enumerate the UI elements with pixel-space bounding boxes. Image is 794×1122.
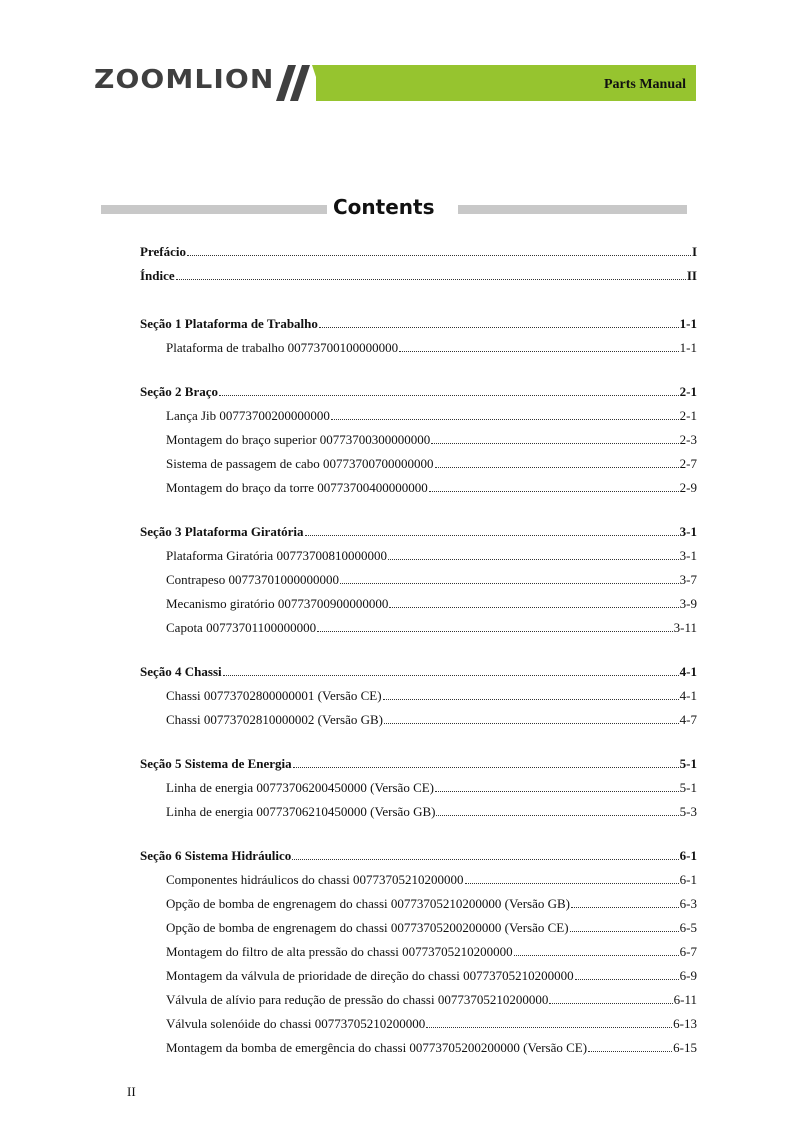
toc-entry-page: 2-9 (679, 480, 697, 495)
toc-leader-dots (429, 490, 679, 492)
toc-subentry[interactable] (166, 408, 697, 424)
toc-entry-title: Seção 2 Braço (140, 384, 218, 399)
toc-subentry[interactable] (166, 432, 697, 448)
toc-leader-dots (319, 326, 679, 328)
toc-leader-dots (435, 466, 679, 468)
brand-logo: ZOOMLION (94, 65, 275, 95)
toc-entry-title: Montagem do filtro de alta pressão do chassi 00773705210200000 (166, 944, 513, 959)
toc-subentry[interactable] (166, 992, 697, 1008)
toc-entry-page: 6-7 (679, 944, 697, 959)
toc-entry-page: 2-3 (679, 432, 697, 447)
toc-entry-title: Seção 4 Chassi (140, 664, 222, 679)
toc-section-entry[interactable] (140, 268, 697, 284)
toc-leader-dots (292, 858, 678, 860)
toc-subentry[interactable] (166, 688, 697, 704)
toc-subentry[interactable] (166, 480, 697, 496)
toc-entry-page: 6-1 (679, 872, 697, 887)
toc-entry-title: Montagem do braço da torre 00773700400000000 (166, 480, 428, 495)
toc-entry-page: 3-11 (673, 620, 697, 635)
toc-leader-dots (436, 814, 678, 816)
toc-entry-title: Montagem da bomba de emergência do chassi 00773705200200000 (Versão CE) (166, 1040, 588, 1055)
toc-entry-page: 5-1 (679, 756, 697, 771)
toc-subentry[interactable] (166, 780, 697, 796)
toc-entry-title: Capota 00773701100000000 (166, 620, 317, 635)
toc-entry-page: 3-7 (679, 572, 697, 587)
toc-leader-dots (399, 350, 679, 352)
toc-entry-title: Plataforma de trabalho 00773700100000000 (166, 340, 399, 355)
toc-entry-title: Linha de energia 00773706210450000 (Versão GB) (166, 804, 436, 819)
toc-subentry[interactable] (166, 804, 697, 820)
toc-leader-dots (571, 906, 679, 908)
toc-leader-dots (340, 582, 679, 584)
toc-entry-title: Opção de bomba de engrenagem do chassi 00773705210200000 (Versão GB) (166, 896, 570, 911)
toc-leader-dots (331, 418, 679, 420)
toc-entry-page: II (686, 268, 697, 283)
toc-section-entry[interactable] (140, 848, 697, 864)
toc-subentry[interactable] (166, 572, 697, 588)
toc-entry-page: 3-1 (679, 524, 697, 539)
toc-subentry[interactable] (166, 968, 697, 984)
toc-entry-page: 2-7 (679, 456, 697, 471)
toc-leader-dots (431, 442, 678, 444)
toc-entry-page: 1-1 (679, 316, 697, 331)
toc-leader-dots (384, 722, 679, 724)
toc-entry-title: Chassi 00773702800000001 (Versão CE) (166, 688, 382, 703)
toc-section-entry[interactable] (140, 384, 697, 400)
toc-entry-page: I (691, 244, 697, 259)
toc-entry-title: Seção 6 Sistema Hidráulico (140, 848, 292, 863)
toc-subentry[interactable] (166, 456, 697, 472)
toc-entry-page: 6-5 (679, 920, 697, 935)
toc-entry-title: Seção 5 Sistema de Energia (140, 756, 292, 771)
toc-entry-page: 2-1 (679, 408, 697, 423)
toc-entry-page: 4-7 (679, 712, 697, 727)
manual-title: Parts Manual (603, 77, 686, 92)
toc-entry-title: Sistema de passagem de cabo 00773700700000000 (166, 456, 434, 471)
toc-entry-title: Montagem da válvula de prioridade de direção do chassi 00773705210200000 (166, 968, 574, 983)
toc-subentry[interactable] (166, 920, 697, 936)
toc-entry-title: Prefácio (140, 244, 186, 259)
toc-section-entry[interactable] (140, 244, 697, 260)
toc-leader-dots (570, 930, 679, 932)
toc-entry-page: 6-1 (679, 848, 697, 863)
toc-section-entry[interactable] (140, 524, 697, 540)
page-number: II (127, 1084, 136, 1099)
toc-entry-title: Válvula de alívio para redução de pressão do chassi 00773705210200000 (166, 992, 549, 1007)
toc-entry-page: 4-1 (679, 688, 697, 703)
toc-leader-dots (514, 954, 679, 956)
toc-leader-dots (465, 882, 679, 884)
toc-entry-page: 5-1 (679, 780, 697, 795)
toc-entry-title: Plataforma Giratória 00773700810000000 (166, 548, 387, 563)
toc-leader-dots (383, 698, 679, 700)
toc-leader-dots (317, 630, 673, 632)
toc-subentry[interactable] (166, 712, 697, 728)
toc-entry-title: Seção 1 Plataforma de Trabalho (140, 316, 318, 331)
contents-heading: Contents (333, 195, 435, 219)
toc-entry-page: 5-3 (679, 804, 697, 819)
toc-leader-dots (176, 278, 686, 280)
toc-leader-dots (389, 606, 678, 608)
toc-entry-page: 6-11 (673, 992, 697, 1007)
toc-entry-page: 2-1 (679, 384, 697, 399)
toc-section-entry[interactable] (140, 316, 697, 332)
toc-subentry[interactable] (166, 944, 697, 960)
toc-entry-title: Mecanismo giratório 00773700900000000 (166, 596, 389, 611)
toc-entry-title: Montagem do braço superior 00773700300000000 (166, 432, 431, 447)
toc-leader-dots (575, 978, 679, 980)
toc-entry-title: Válvula solenóide do chassi 00773705210200000 (166, 1016, 426, 1031)
toc-leader-dots (223, 674, 679, 676)
toc-leader-dots (426, 1026, 672, 1028)
toc-entry-page: 3-1 (679, 548, 697, 563)
toc-subentry[interactable] (166, 896, 697, 912)
toc-entry-page: 1-1 (679, 340, 697, 355)
toc-entry-title: Chassi 00773702810000002 (Versão GB) (166, 712, 384, 727)
toc-subentry[interactable] (166, 1016, 697, 1032)
toc-leader-dots (588, 1050, 672, 1052)
toc-entry-page: 4-1 (679, 664, 697, 679)
toc-entry-title: Lança Jib 00773700200000000 (166, 408, 330, 423)
toc-subentry[interactable] (166, 620, 697, 636)
toc-entry-page: 6-9 (679, 968, 697, 983)
toc-section-entry[interactable] (140, 664, 697, 680)
toc-entry-title: Seção 3 Plataforma Giratória (140, 524, 304, 539)
toc-leader-dots (219, 394, 679, 396)
toc-subentry[interactable] (166, 872, 697, 888)
toc-entry-page: 6-3 (679, 896, 697, 911)
toc-entry-page: 6-15 (673, 1040, 697, 1055)
toc-entry-page: 6-13 (673, 1016, 697, 1031)
toc-section-entry[interactable] (140, 756, 697, 772)
toc-entry-title: Linha de energia 00773706200450000 (Versão CE) (166, 780, 435, 795)
toc-entry-title: Contrapeso 00773701000000000 (166, 572, 339, 587)
toc-entry-title: Índice (140, 268, 175, 283)
toc-entry-title: Componentes hidráulicos do chassi 00773705210200000 (166, 872, 464, 887)
toc-leader-dots (305, 534, 679, 536)
toc-entry-page: 3-9 (679, 596, 697, 611)
toc-subentry[interactable] (166, 548, 697, 564)
toc-subentry[interactable] (166, 1040, 697, 1056)
toc-entry-title: Opção de bomba de engrenagem do chassi 00773705200200000 (Versão CE) (166, 920, 569, 935)
toc-leader-dots (549, 1002, 672, 1004)
toc-leader-dots (388, 558, 679, 560)
toc-subentry[interactable] (166, 340, 697, 356)
toc-subentry[interactable] (166, 596, 697, 612)
toc-leader-dots (293, 766, 679, 768)
toc-leader-dots (187, 254, 691, 256)
toc-leader-dots (435, 790, 679, 792)
